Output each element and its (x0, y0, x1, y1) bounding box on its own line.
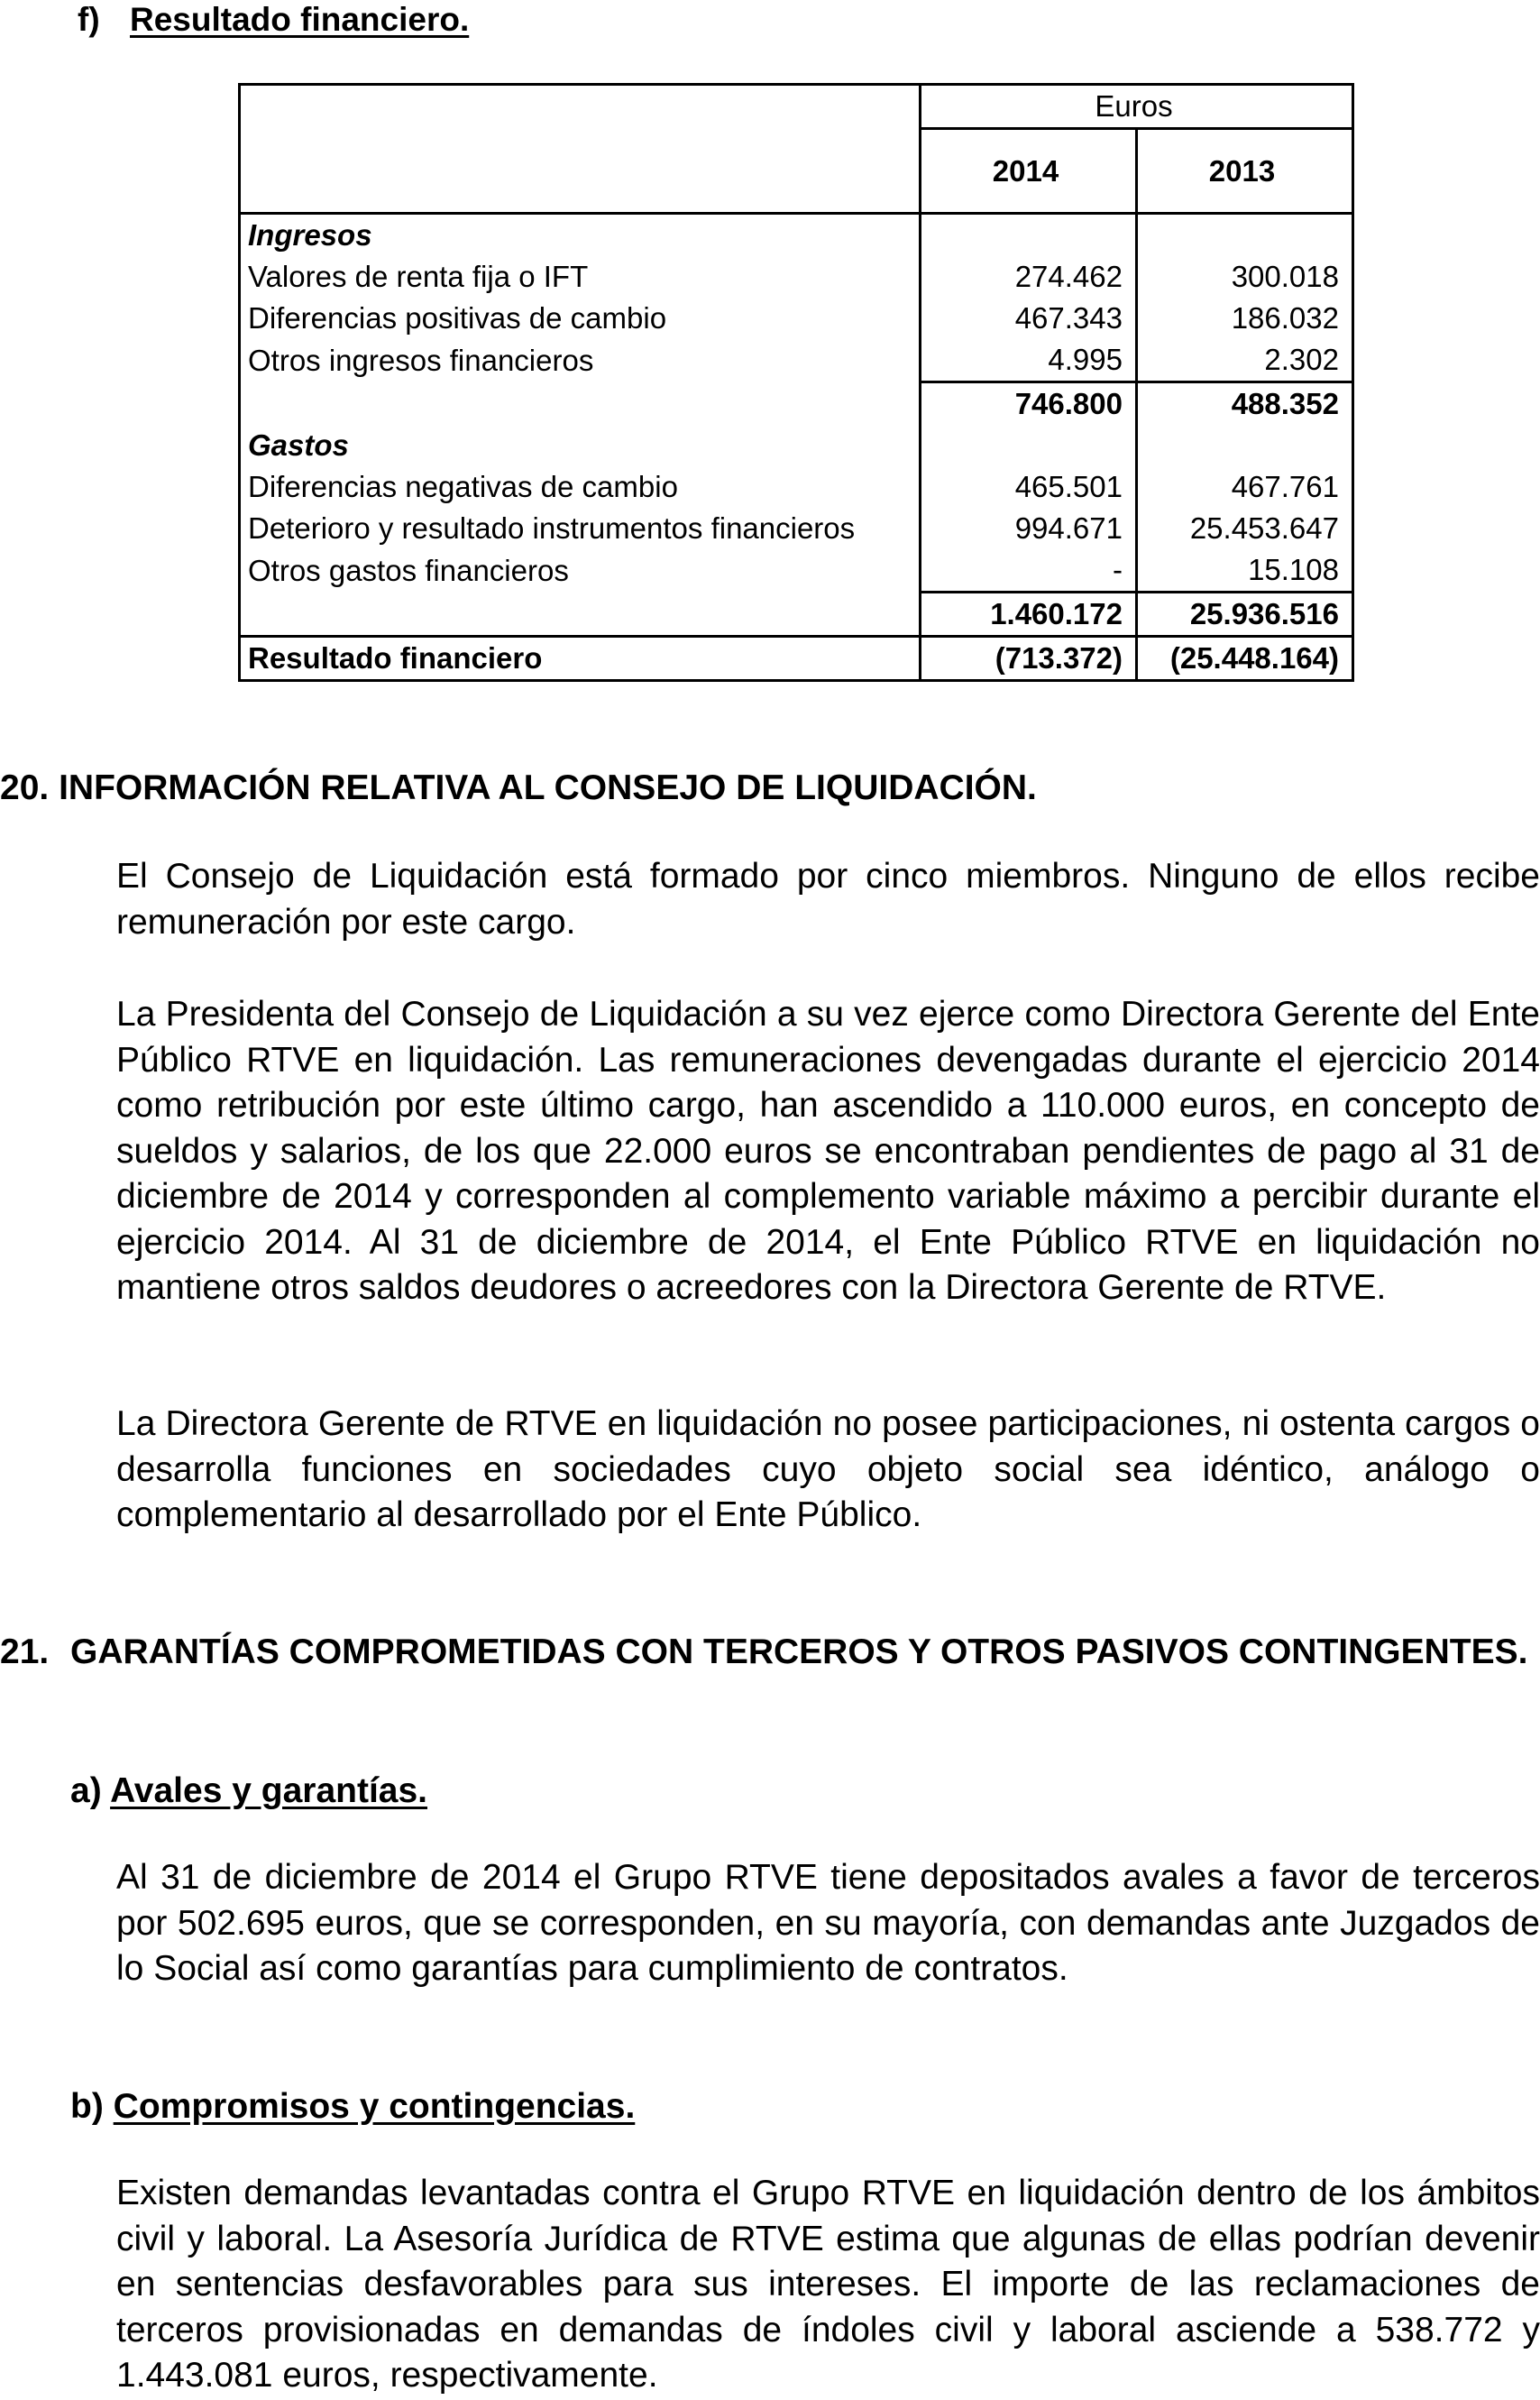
section-f-heading (78, 0, 469, 40)
subsection-a-heading (70, 1770, 427, 1813)
section-20-paragraph-3: La Directora Gerente de RTVE en liquidación no posee participaciones, ni ostenta cargos o desarrolla funciones en sociedades cuyo objeto social sea idéntico, análogo o complementario al desarrollado por el Ente Público. (116, 1404, 1540, 1534)
gastos-total-2013: 25.936.516 (1137, 593, 1353, 637)
table-row (240, 549, 1353, 593)
row-label: Diferencias negativas de cambio (240, 466, 921, 508)
table-row (240, 508, 1353, 549)
table-row (240, 593, 1353, 637)
section-20-paragraph-2: La Presidenta del Consejo de Liquidación a su vez ejerce como Directora Gerente del Ente Público RTVE en liquidación. Las remuneraciones devengadas durante el ejercicio 2014 como retribución por este último cargo, han ascendido a 110.000 euros, en concepto de sueldos y salarios, de los que 22.000 euros se encontraban pendientes de pago al 31 de diciembre de 2014 y corresponden al complemento variable máximo a percibir durante el ejercicio 2014. Al 31 de diciembre de 2014, el Ente Público RTVE en liquidación no mantiene otros saldos deudores o acreedores con la Directora Gerente de RTVE. (116, 995, 1540, 1307)
row-value-2013: 15.108 (1137, 549, 1353, 593)
year-header: 2013 (1137, 129, 1353, 214)
section-20-paragraph-1: El Consejo de Liquidación está formado por cinco miembros. Ninguno de ellos recibe remuneración por este cargo. (116, 857, 1540, 942)
table-row (240, 214, 1353, 257)
table-row (240, 339, 1353, 382)
table-row (240, 382, 1353, 426)
currency-header: Euros (921, 85, 1353, 129)
subsection-b-paragraph: Existen demandas levantadas contra el Grupo RTVE en liquidación dentro de los ámbitos civil y laboral. La Asesoría Jurídica de RTVE estima que algunas de ellas podrían devenir en sentencias desfavorables para sus intereses. El importe de las reclamaciones de terceros provisionadas en demandas de índoles civil y laboral asciende a 538.772 y 1.443.081 euros, respectivamente. (116, 2174, 1540, 2395)
subsection-a-label: a) (70, 1771, 102, 1810)
row-value-2013: 2.302 (1137, 339, 1353, 382)
ingresos-title: Ingresos (240, 214, 921, 257)
row-label: Deterioro y resultado instrumentos financieros (240, 508, 921, 549)
row-label: Diferencias positivas de cambio (240, 298, 921, 339)
gastos-total-2014: 1.460.172 (921, 593, 1137, 637)
row-value-2014: - (921, 549, 1137, 593)
row-value-2013: 25.453.647 (1137, 508, 1353, 549)
row-value-2013: 467.761 (1137, 466, 1353, 508)
result-value-2014: (713.372) (921, 637, 1137, 681)
table-row (240, 466, 1353, 508)
row-value-2014: 994.671 (921, 508, 1137, 549)
row-value-2014: 465.501 (921, 466, 1137, 508)
subsection-a-paragraph: Al 31 de diciembre de 2014 el Grupo RTVE tiene depositados avales a favor de terceros por 502.695 euros, que se corresponden, en su mayoría, con demandas ante Juzgados de lo Social así como garantías para cumplimiento de contratos. (116, 1858, 1540, 1988)
result-row (240, 637, 1353, 681)
section-20-title: INFORMACIÓN RELATIVA AL CONSEJO DE LIQUIDACIÓN. (59, 768, 1037, 807)
section-20-number: 20. (0, 768, 50, 807)
table-row (240, 425, 1353, 466)
section-21-heading (0, 1631, 1540, 1674)
table-row (240, 298, 1353, 339)
ingresos-total-2013: 488.352 (1137, 382, 1353, 426)
section-20-heading (0, 767, 1037, 810)
row-label: Otros gastos financieros (240, 549, 921, 593)
result-label: Resultado financiero (240, 637, 921, 681)
row-value-2014: 274.462 (921, 256, 1137, 298)
row-value-2014: 4.995 (921, 339, 1137, 382)
gastos-title: Gastos (240, 425, 921, 466)
section-f-label: f) (78, 1, 100, 38)
subsection-a-title: Avales y garantías. (110, 1771, 427, 1810)
row-label: Otros ingresos financieros (240, 339, 921, 382)
subsection-b-title: Compromisos y contingencias. (113, 2087, 636, 2126)
row-label: Valores de renta fija o IFT (240, 256, 921, 298)
ingresos-total-2014: 746.800 (921, 382, 1137, 426)
row-value-2013: 186.032 (1137, 298, 1353, 339)
table-years-row (240, 129, 1353, 214)
financial-results-table (238, 83, 1354, 682)
row-value-2013: 300.018 (1137, 256, 1353, 298)
section-21-title: GARANTÍAS COMPROMETIDAS CON TERCEROS Y OTROS PASIVOS CONTINGENTES. (70, 1632, 1528, 1671)
result-value-2013: (25.448.164) (1137, 637, 1353, 681)
section-21-number: 21. (0, 1632, 50, 1671)
table-header-row (240, 85, 1353, 129)
year-header: 2014 (921, 129, 1137, 214)
subsection-b-heading (70, 2085, 635, 2129)
row-value-2014: 467.343 (921, 298, 1137, 339)
section-f-title: Resultado financiero. (130, 1, 470, 38)
subsection-b-label: b) (70, 2087, 104, 2126)
table-row (240, 256, 1353, 298)
